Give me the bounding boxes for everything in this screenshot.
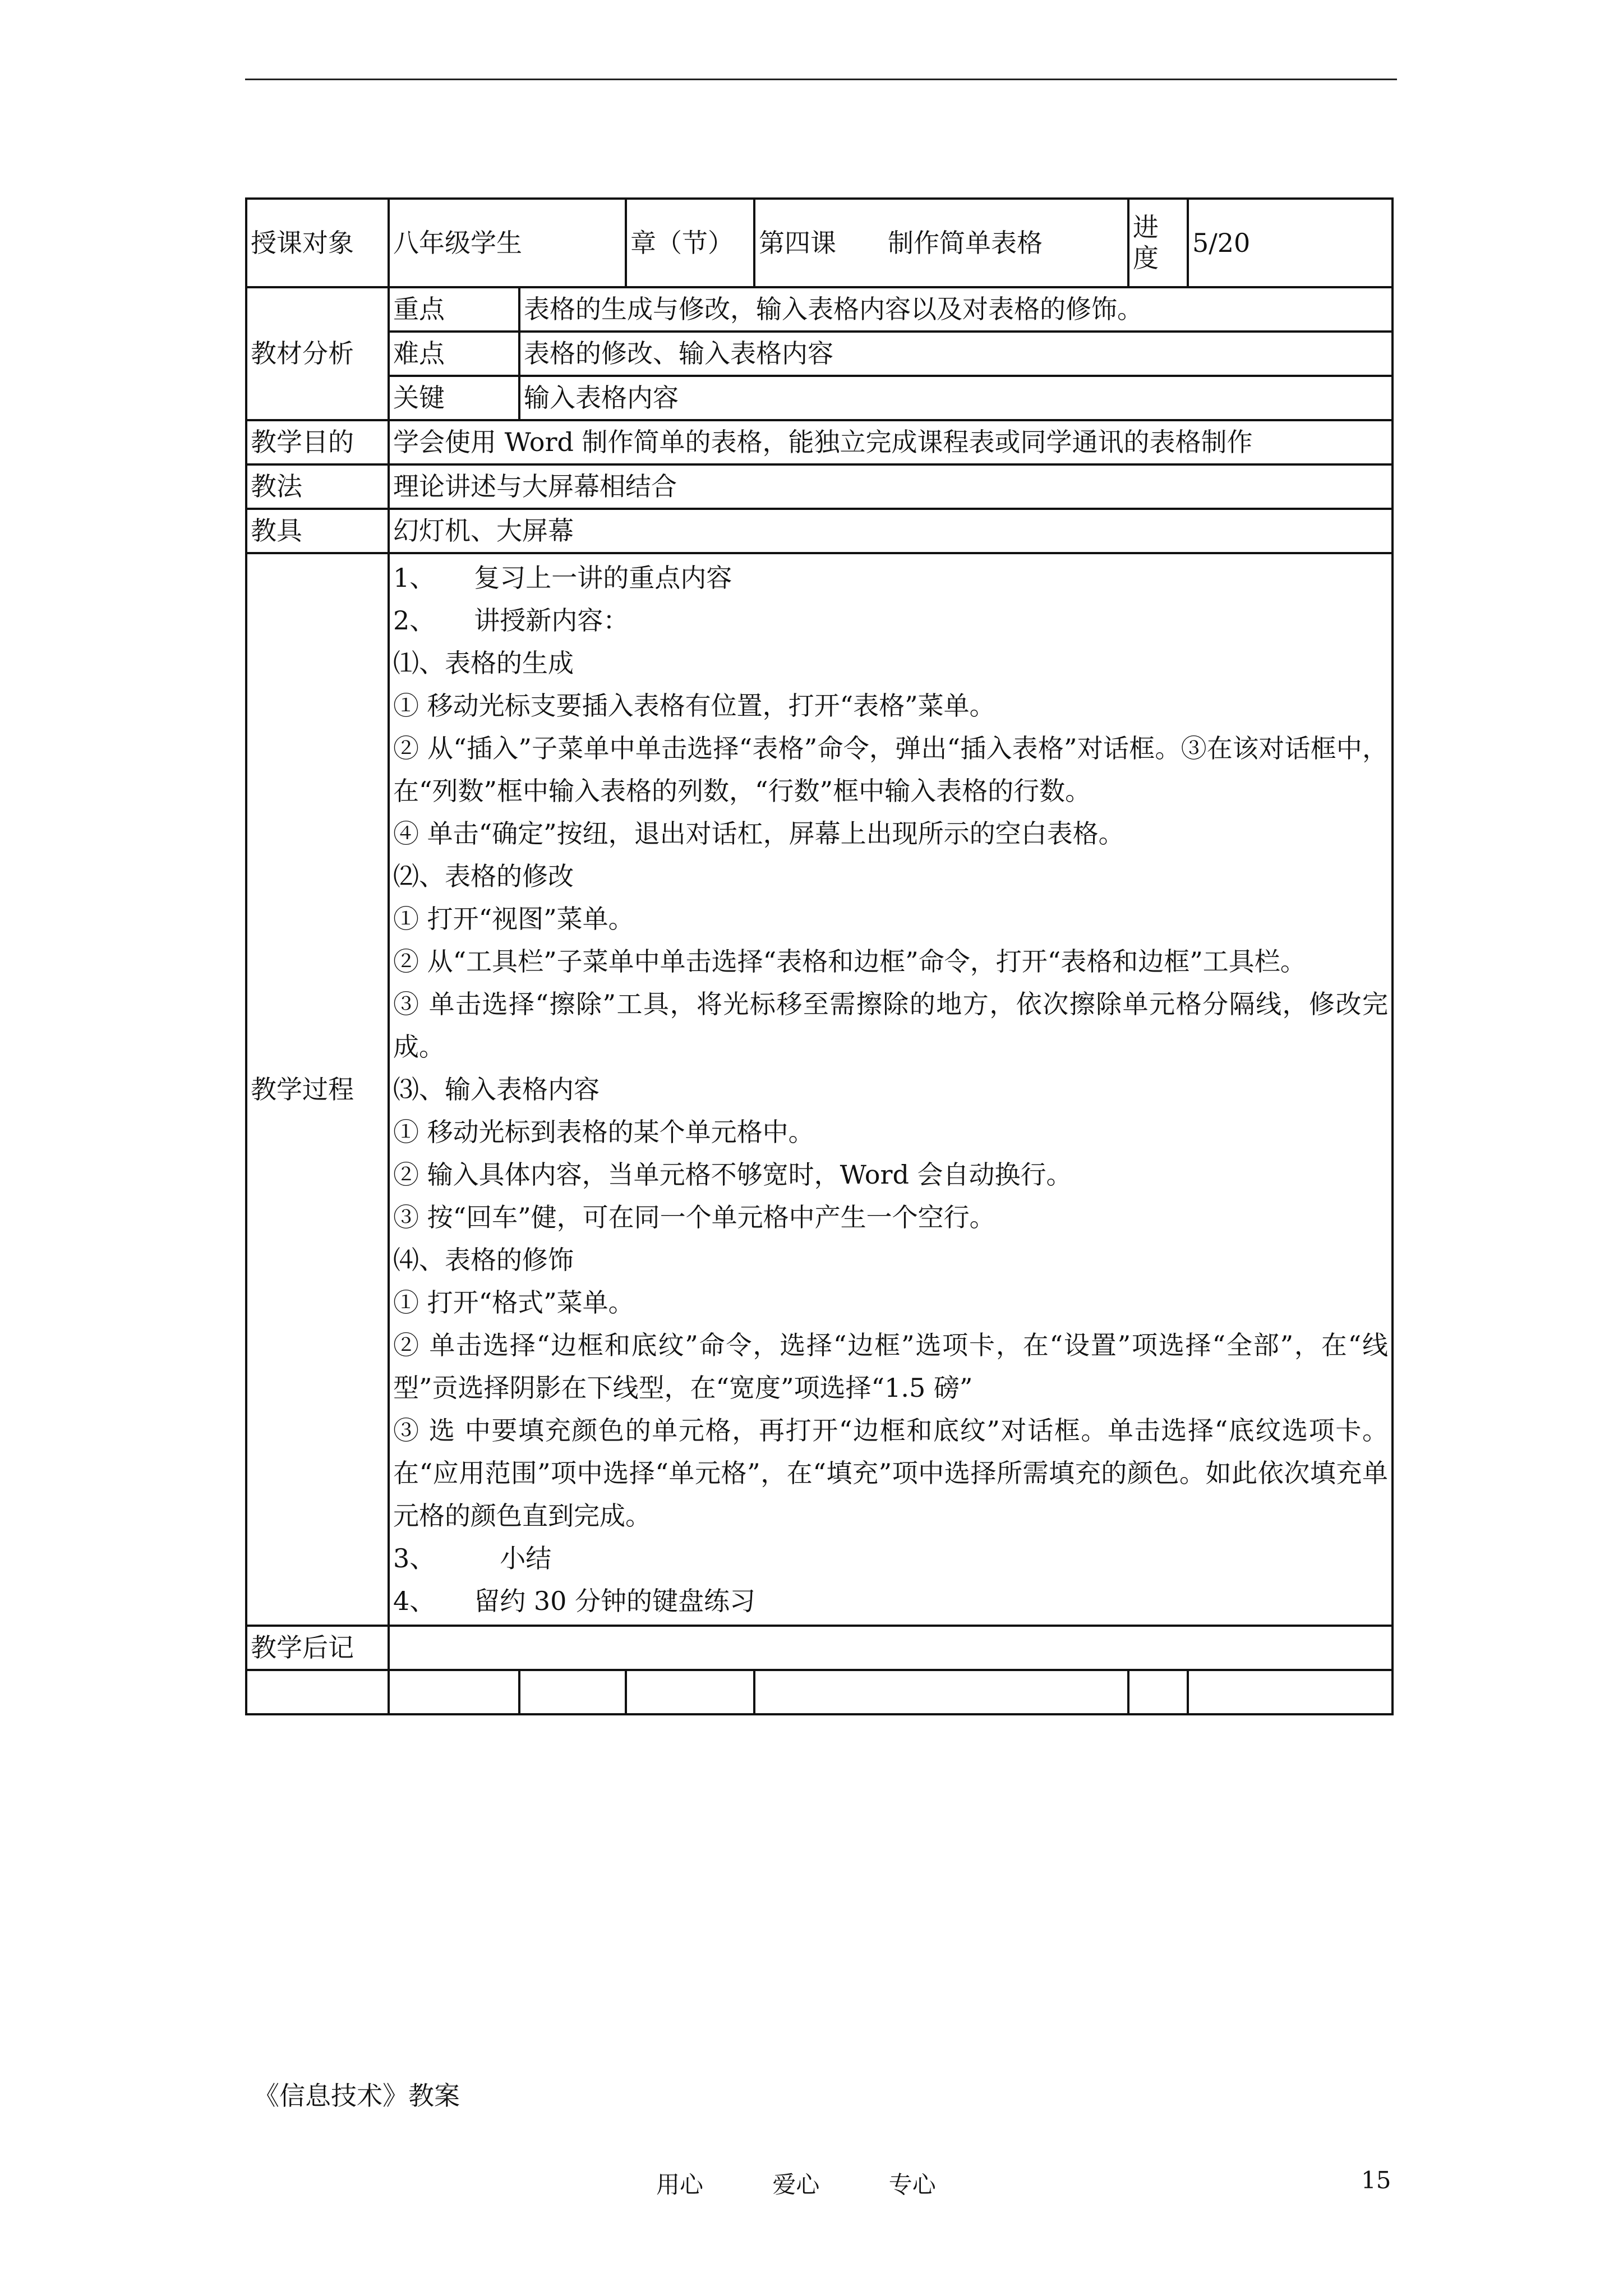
- analysis-key: 难点: [389, 332, 519, 376]
- analysis-key: 关键: [389, 376, 519, 420]
- chapter-value: 第四课 制作简单表格: [754, 199, 1128, 287]
- process-line: ① 移动光标到表格的某个单元格中。: [393, 1117, 814, 1147]
- empty-cell: [246, 1670, 389, 1714]
- empty-cell: [754, 1670, 1128, 1714]
- process-line: ⑶、输入表格内容: [393, 1074, 600, 1105]
- tools-row: [246, 509, 1393, 553]
- footer-title: 《信息技术》教案: [253, 2081, 460, 2111]
- process-line: ③ 单击选择“擦除”工具，将光标移至需擦除的地方，依次擦除单元格分隔线，修改完成。: [393, 989, 1388, 1062]
- method-value: 理论讲述与大屏幕相结合: [389, 464, 1393, 509]
- process-label: 教学过程: [246, 553, 389, 1626]
- analysis-row-difficulty: [246, 332, 1393, 376]
- audience-label: 授课对象: [246, 199, 389, 287]
- footer-motto: 用心 爱心 专心: [656, 2171, 936, 2198]
- process-line: 2、 讲授新内容：: [393, 605, 629, 636]
- analysis-value: 输入表格内容: [519, 376, 1393, 420]
- process-line: ⑴、表格的生成: [393, 648, 574, 678]
- process-line: ② 输入具体内容，当单元格不够宽时，Word 会自动换行。: [393, 1159, 1072, 1190]
- objective-row: [246, 420, 1393, 464]
- analysis-label: 教材分析: [246, 287, 389, 420]
- process-line: ⑷、表格的修饰: [393, 1245, 574, 1275]
- objective-label: 教学目的: [246, 420, 389, 464]
- process-line: ① 打开“格式”菜单。: [393, 1287, 634, 1318]
- process-line: ① 打开“视图”菜单。: [393, 904, 634, 934]
- empty-row: [246, 1670, 1393, 1714]
- afterword-label: 教学后记: [246, 1626, 389, 1670]
- header-rule: [245, 79, 1397, 80]
- page-number: 15: [1361, 2166, 1391, 2194]
- lesson-plan-table: [245, 197, 1394, 1715]
- process-line: ② 从“工具栏”子菜单中单击选择“表格和边框”命令，打开“表格和边框”工具栏。: [393, 946, 1306, 977]
- process-content: [389, 553, 1393, 1626]
- analysis-row-key-point: [246, 287, 1393, 332]
- process-line: 3、 小结: [393, 1543, 552, 1573]
- empty-cell: [626, 1670, 754, 1714]
- method-label: 教法: [246, 464, 389, 509]
- tools-value: 幻灯机、大屏幕: [389, 509, 1393, 553]
- process-line: ④ 单击“确定”按纽，退出对话杠，屏幕上出现所示的空白表格。: [393, 818, 1124, 849]
- empty-cell: [389, 1670, 519, 1714]
- method-row: [246, 464, 1393, 509]
- process-line: ② 单击选择“边框和底纹”命令，选择“边框”选项卡，在“设置”项选择“全部”，在“线型”贡选择阴影在下线型，在“宽度”项选择“1.5 磅”: [393, 1330, 1388, 1403]
- process-line: ① 移动光标支要插入表格有位置，打开“表格”菜单。: [393, 691, 995, 721]
- process-line: 1、 复习上一讲的重点内容: [393, 563, 732, 593]
- chapter-label: 章（节）: [626, 199, 754, 287]
- tools-label: 教具: [246, 509, 389, 553]
- process-line: ⑵、表格的修改: [393, 861, 574, 891]
- progress-label: [1128, 199, 1188, 287]
- analysis-key: 重点: [389, 287, 519, 332]
- process-line: 4、 留约 30 分钟的键盘练习: [393, 1586, 756, 1616]
- process-row: [246, 553, 1393, 1626]
- progress-label-line1: 进: [1133, 211, 1159, 242]
- empty-cell: [1128, 1670, 1188, 1714]
- process-line: ③ 选 中要填充颜色的单元格，再打开“边框和底纹”对话框。单击选择“底纹选项卡。在“应用范围”项中选择“单元格”，在“填充”项中选择所需填充的颜色。如此依次填充单元格的颜色直到完成。: [393, 1415, 1388, 1531]
- objective-value: 学会使用 Word 制作简单的表格，能独立完成课程表或同学通讯的表格制作: [389, 420, 1393, 464]
- audience-value: 八年级学生: [389, 199, 626, 287]
- progress-value: 5/20: [1188, 199, 1393, 287]
- empty-cell: [1188, 1670, 1393, 1714]
- afterword-value: [389, 1626, 1393, 1670]
- empty-cell: [519, 1670, 626, 1714]
- analysis-row-critical: [246, 376, 1393, 420]
- analysis-value: 表格的生成与修改，输入表格内容以及对表格的修饰。: [519, 287, 1393, 332]
- analysis-value: 表格的修改、输入表格内容: [519, 332, 1393, 376]
- process-line: ③ 按“回车”健，可在同一个单元格中产生一个空行。: [393, 1202, 995, 1232]
- process-line: ② 从“插入”子菜单中单击选择“表格”命令，弹出“插入表格”对话框。③在该对话框中，在“列数”框中输入表格的列数，“行数”框中输入表格的行数。: [393, 733, 1388, 806]
- afterword-row: [246, 1626, 1393, 1670]
- info-row: [246, 199, 1393, 287]
- progress-label-line2: 度: [1133, 243, 1159, 273]
